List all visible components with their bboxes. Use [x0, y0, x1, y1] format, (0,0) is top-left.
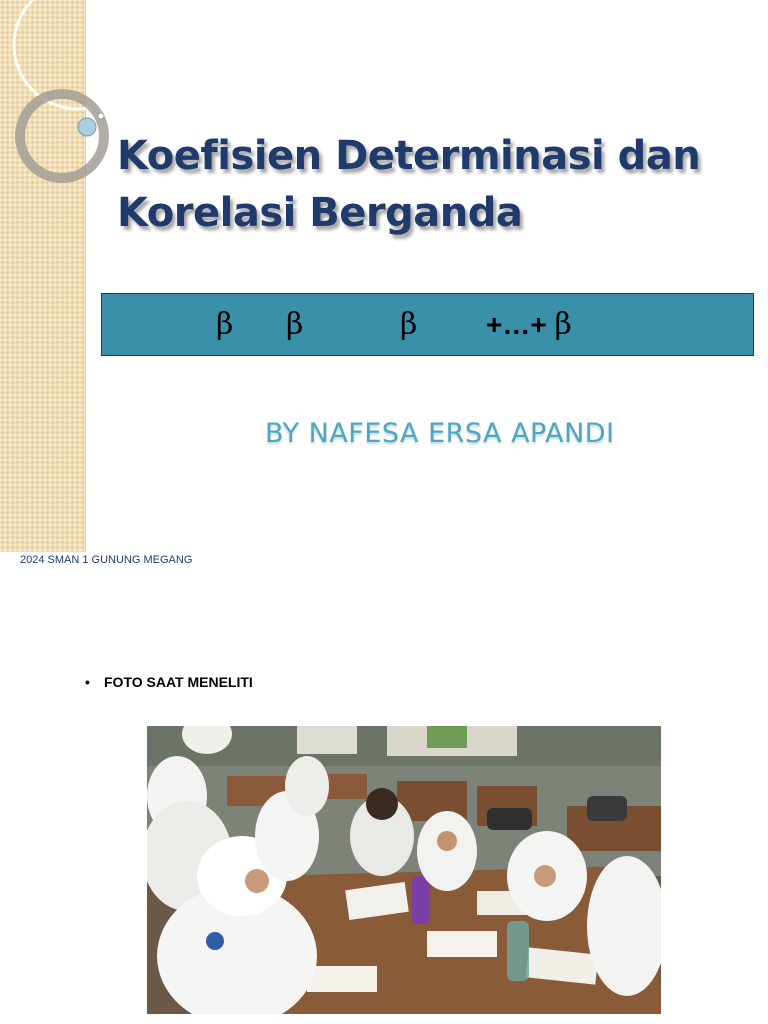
bullet-text: FOTO SAAT MENELITI	[104, 674, 253, 690]
formula-plus-text: +…+	[486, 309, 547, 340]
author-byline: BY NAFESA ERSA APANDI	[265, 418, 615, 449]
bullet-item	[85, 674, 253, 690]
decorative-circles	[0, 0, 110, 200]
formula-plus-sequence	[486, 307, 572, 343]
formula-beta-4: β	[554, 307, 572, 342]
formula-beta-1: β	[216, 307, 234, 342]
bullet-dot-icon: •	[85, 674, 90, 690]
formula-beta-2: β	[286, 307, 304, 342]
slide-title	[117, 128, 757, 242]
formula-box	[101, 293, 754, 356]
formula-beta-3: β	[400, 307, 418, 342]
classroom-photo	[147, 726, 661, 1014]
title-line-1: Koefisien Determinasi dan	[117, 133, 701, 179]
title-line-2: Korelasi Berganda	[117, 190, 523, 236]
slide-footer: 2024 SMAN 1 GUNUNG MEGANG	[20, 554, 193, 566]
classroom-photo-illustration	[147, 726, 661, 1014]
